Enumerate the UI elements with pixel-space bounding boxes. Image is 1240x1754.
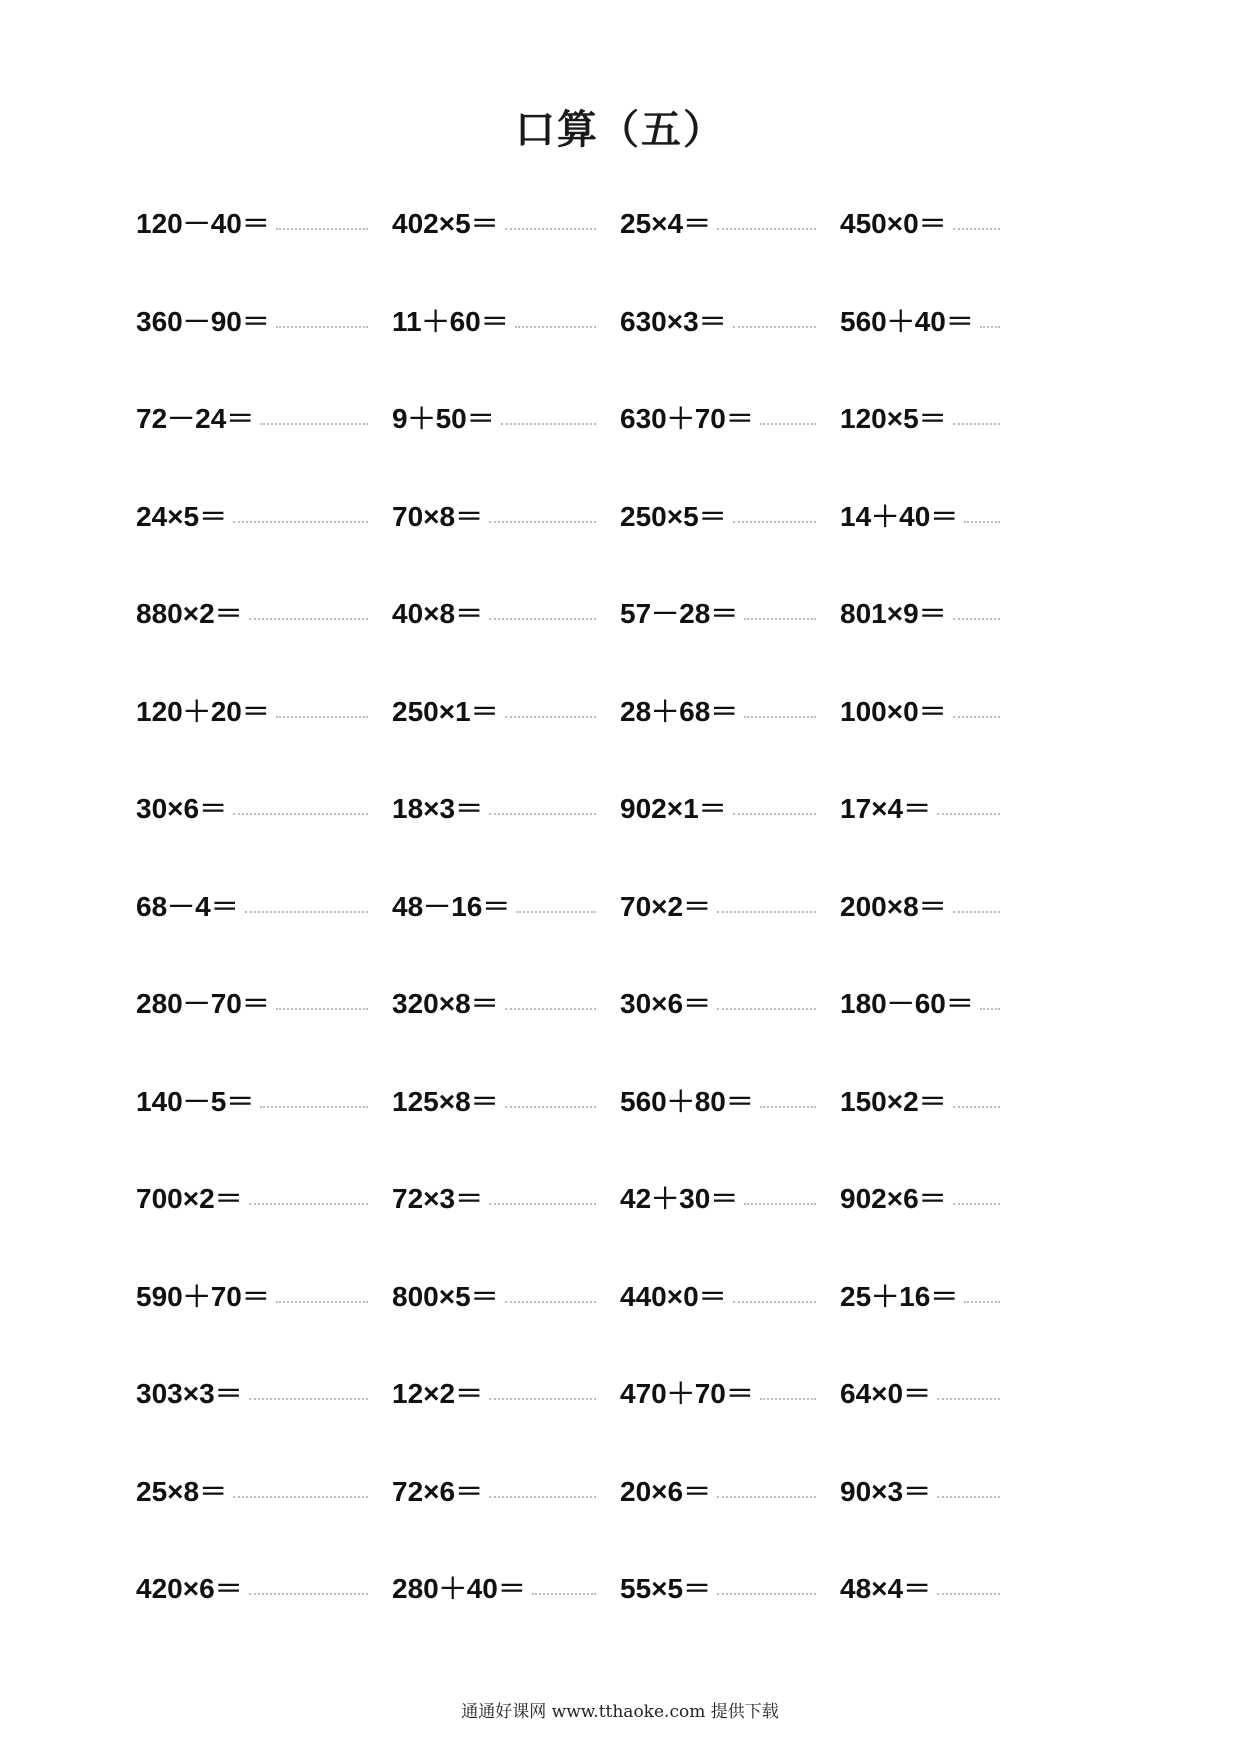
- answer-blank: [980, 1004, 1000, 1010]
- answer-blank: [733, 517, 816, 523]
- answer-blank: [489, 1492, 596, 1498]
- answer-blank: [760, 1102, 816, 1108]
- answer-blank: [489, 809, 596, 815]
- math-problem: 12×2＝: [392, 1378, 484, 1409]
- answer-blank: [953, 1199, 1000, 1205]
- answer-blank: [953, 712, 1000, 718]
- math-problem: 30×6＝: [620, 988, 712, 1019]
- answer-blank: [733, 1297, 816, 1303]
- math-problem: 57－28＝: [620, 598, 739, 629]
- answer-blank: [953, 614, 1000, 620]
- math-problem: 72×6＝: [392, 1476, 484, 1507]
- math-problem: 72－24＝: [136, 403, 255, 434]
- math-problem: 700×2＝: [136, 1183, 243, 1214]
- math-problem: 450×0＝: [840, 208, 947, 239]
- math-problem: 25×4＝: [620, 208, 712, 239]
- math-problem: 90×3＝: [840, 1476, 932, 1507]
- math-problem: 120×5＝: [840, 403, 947, 434]
- math-problem: 560＋40＝: [840, 306, 974, 337]
- problem-row: [0, 1374, 1240, 1414]
- answer-blank: [505, 712, 596, 718]
- math-problem: 560＋80＝: [620, 1086, 754, 1117]
- problem-row: [0, 1569, 1240, 1609]
- math-problem: 150×2＝: [840, 1086, 947, 1117]
- math-problem: 55×5＝: [620, 1573, 712, 1604]
- math-problem: 11＋60＝: [392, 306, 509, 337]
- problem-row: [0, 204, 1240, 244]
- problem-row: [0, 594, 1240, 634]
- answer-blank: [249, 614, 368, 620]
- answer-blank: [744, 1199, 816, 1205]
- answer-blank: [980, 322, 1000, 328]
- math-problem: 320×8＝: [392, 988, 499, 1019]
- math-problem: 140－5＝: [136, 1086, 255, 1117]
- problem-row: [0, 1082, 1240, 1122]
- problem-row: [0, 399, 1240, 439]
- math-problem: 420×6＝: [136, 1573, 243, 1604]
- answer-blank: [964, 517, 1000, 523]
- math-problem: 30×6＝: [136, 793, 228, 824]
- math-problem: 630＋70＝: [620, 403, 754, 434]
- answer-blank: [744, 712, 816, 718]
- answer-blank: [276, 224, 368, 230]
- math-problem: 42＋30＝: [620, 1183, 739, 1214]
- page-title: 口算（五）: [515, 107, 725, 153]
- answer-blank: [953, 224, 1000, 230]
- problem-row: [0, 789, 1240, 829]
- answer-blank: [937, 1394, 1000, 1400]
- math-problem: 25×8＝: [136, 1476, 228, 1507]
- answer-blank: [760, 419, 816, 425]
- math-problem: 70×8＝: [392, 501, 484, 532]
- answer-blank: [233, 517, 368, 523]
- answer-blank: [505, 224, 596, 230]
- answer-blank: [733, 809, 816, 815]
- math-problem: 100×0＝: [840, 696, 947, 727]
- answer-blank: [953, 419, 1000, 425]
- answer-blank: [249, 1589, 368, 1595]
- answer-blank: [233, 809, 368, 815]
- math-problem: 800×5＝: [392, 1281, 499, 1312]
- answer-blank: [276, 1297, 368, 1303]
- problem-row: [0, 1472, 1240, 1512]
- answer-blank: [276, 1004, 368, 1010]
- math-problem: 20×6＝: [620, 1476, 712, 1507]
- math-problem: 125×8＝: [392, 1086, 499, 1117]
- math-problem: 630×3＝: [620, 306, 727, 337]
- math-problem: 9＋50＝: [392, 403, 495, 434]
- answer-blank: [717, 1004, 816, 1010]
- math-problem: 24×5＝: [136, 501, 228, 532]
- answer-blank: [532, 1589, 596, 1595]
- math-problem: 440×0＝: [620, 1281, 727, 1312]
- answer-blank: [953, 1102, 1000, 1108]
- math-problem: 17×4＝: [840, 793, 932, 824]
- answer-blank: [515, 322, 596, 328]
- problem-row: [0, 1277, 1240, 1317]
- answer-blank: [276, 322, 368, 328]
- math-problem: 590＋70＝: [136, 1281, 270, 1312]
- math-problem: 902×1＝: [620, 793, 727, 824]
- problem-row: [0, 1179, 1240, 1219]
- problem-row: [0, 497, 1240, 537]
- math-problem: 902×6＝: [840, 1183, 947, 1214]
- answer-blank: [489, 1199, 596, 1205]
- math-problem: 360－90＝: [136, 306, 270, 337]
- answer-blank: [260, 419, 368, 425]
- math-problem: 402×5＝: [392, 208, 499, 239]
- answer-blank: [953, 907, 1000, 913]
- answer-blank: [489, 614, 596, 620]
- answer-blank: [744, 614, 816, 620]
- problem-row: [0, 984, 1240, 1024]
- math-problem: 880×2＝: [136, 598, 243, 629]
- math-problem: 40×8＝: [392, 598, 484, 629]
- math-problem: 68－4＝: [136, 891, 239, 922]
- answer-blank: [516, 907, 596, 913]
- answer-blank: [260, 1102, 368, 1108]
- answer-blank: [717, 907, 816, 913]
- problem-row: [0, 887, 1240, 927]
- math-problem: 48×4＝: [840, 1573, 932, 1604]
- answer-blank: [760, 1394, 816, 1400]
- answer-blank: [937, 1589, 1000, 1595]
- answer-blank: [276, 712, 368, 718]
- answer-blank: [964, 1297, 1000, 1303]
- answer-blank: [489, 517, 596, 523]
- math-problem: 280－70＝: [136, 988, 270, 1019]
- math-problem: 470＋70＝: [620, 1378, 754, 1409]
- math-problem: 28＋68＝: [620, 696, 739, 727]
- answer-blank: [505, 1004, 596, 1010]
- answer-blank: [937, 1492, 1000, 1498]
- math-problem: 72×3＝: [392, 1183, 484, 1214]
- answer-blank: [501, 419, 596, 425]
- math-problem: 18×3＝: [392, 793, 484, 824]
- answer-blank: [717, 224, 816, 230]
- math-problem: 801×9＝: [840, 598, 947, 629]
- problem-row: [0, 302, 1240, 342]
- answer-blank: [233, 1492, 368, 1498]
- answer-blank: [505, 1297, 596, 1303]
- math-problem: 48－16＝: [392, 891, 511, 922]
- answer-blank: [489, 1394, 596, 1400]
- math-problem: 303×3＝: [136, 1378, 243, 1409]
- answer-blank: [249, 1394, 368, 1400]
- footer-credit: 通通好课网 www.tthaoke.com 提供下载: [461, 1702, 779, 1722]
- math-problem: 64×0＝: [840, 1378, 932, 1409]
- math-problem: 25＋16＝: [840, 1281, 959, 1312]
- math-problem: 180－60＝: [840, 988, 974, 1019]
- answer-blank: [717, 1492, 816, 1498]
- problem-row: [0, 692, 1240, 732]
- math-problem: 120－40＝: [136, 208, 270, 239]
- math-problem: 14＋40＝: [840, 501, 959, 532]
- math-problem: 200×8＝: [840, 891, 947, 922]
- answer-blank: [245, 907, 368, 913]
- answer-blank: [717, 1589, 816, 1595]
- math-problem: 120＋20＝: [136, 696, 270, 727]
- math-problem: 280＋40＝: [392, 1573, 526, 1604]
- math-problem: 250×5＝: [620, 501, 727, 532]
- answer-blank: [249, 1199, 368, 1205]
- answer-blank: [505, 1102, 596, 1108]
- answer-blank: [937, 809, 1000, 815]
- math-problem: 250×1＝: [392, 696, 499, 727]
- answer-blank: [733, 322, 816, 328]
- math-problem: 70×2＝: [620, 891, 712, 922]
